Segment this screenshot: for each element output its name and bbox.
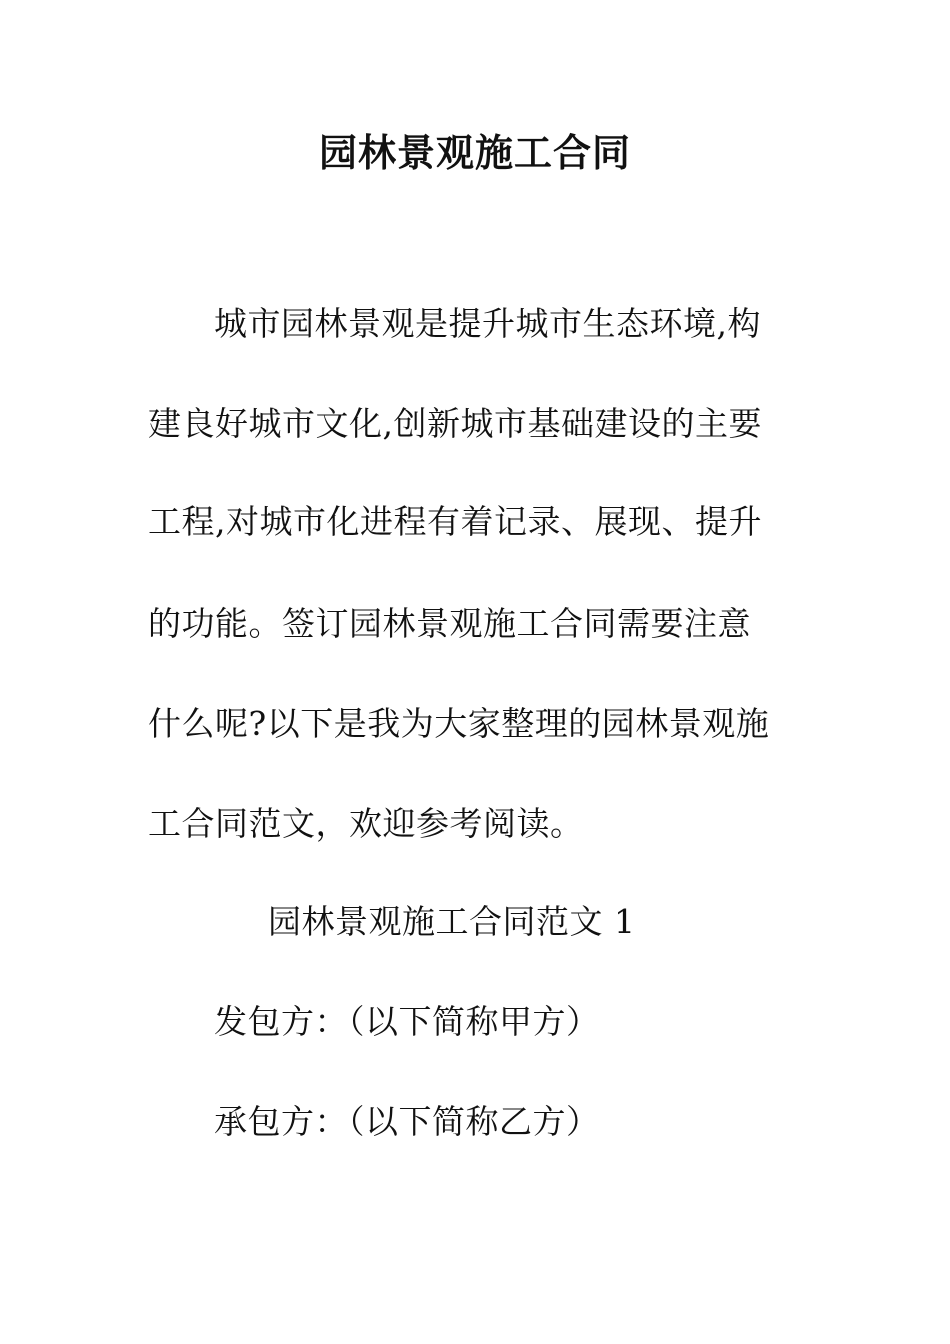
party-b-line: 承包方：（以下简称乙方） <box>214 1102 600 1141</box>
intro-line-2: 建良好城市文化,创新城市基础建设的主要 <box>148 404 762 443</box>
intro-line-5: 什么呢?以下是我为大家整理的园林景观施 <box>148 704 770 743</box>
party-a-line: 发包方：（以下简称甲方） <box>214 1002 600 1041</box>
intro-line-6: 工合同范文，欢迎参考阅读。 <box>148 804 584 843</box>
intro-line-1: 城市园林景观是提升城市生态环境,构 <box>214 304 761 343</box>
section-heading: 园林景观施工合同范文 1 <box>268 902 636 941</box>
intro-line-3: 工程,对城市化进程有着记录、展现、提升 <box>148 502 762 541</box>
intro-line-4: 的功能。签订园林景观施工合同需要注意 <box>148 604 751 643</box>
document-title: 园林景观施工合同 <box>318 130 631 175</box>
